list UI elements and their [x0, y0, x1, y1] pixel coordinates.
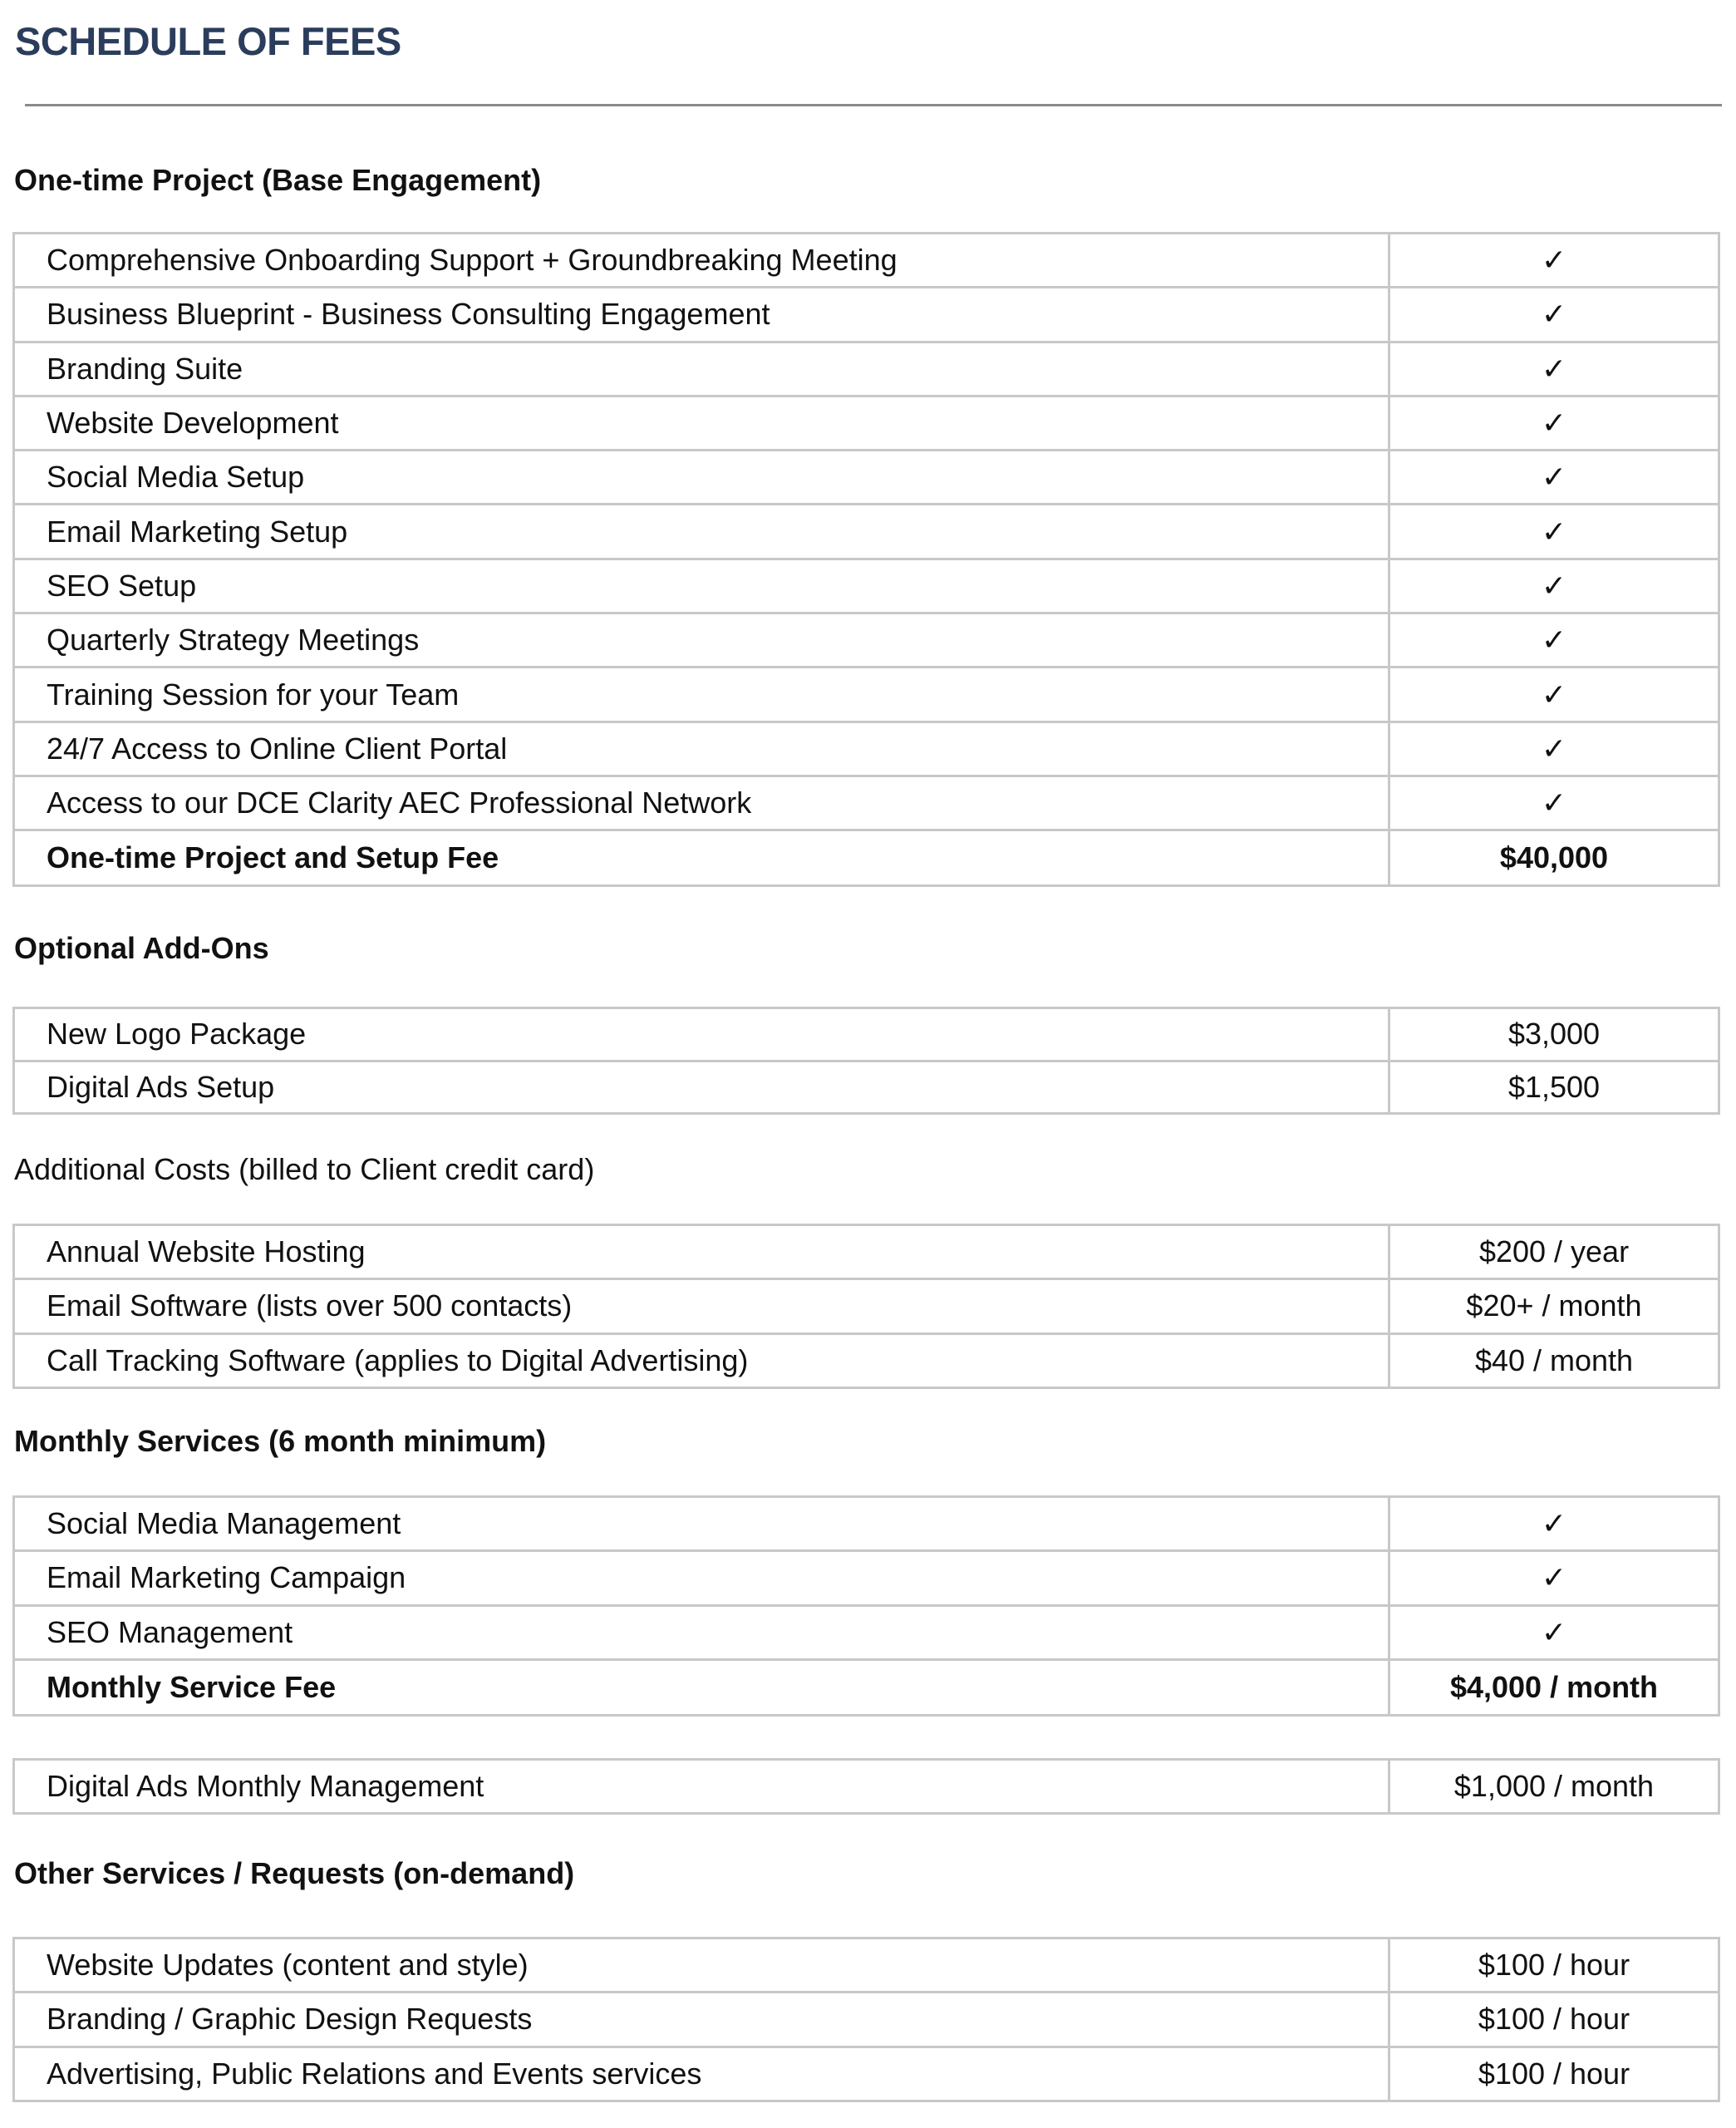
table-row [14, 1938, 1719, 1993]
row-label: Digital Ads Monthly Management [14, 1760, 1389, 1814]
table-row [14, 1225, 1719, 1279]
checkmark-icon: ✓ [1389, 396, 1719, 450]
total-label: Monthly Service Fee [14, 1659, 1389, 1715]
title-divider [25, 104, 1722, 106]
additional-costs-table [12, 1224, 1720, 1389]
table-row [14, 1497, 1719, 1551]
checkmark-icon: ✓ [1389, 667, 1719, 722]
table-row [14, 1551, 1719, 1605]
section-heading-addons: Optional Add-Ons [14, 931, 269, 965]
page-title: SCHEDULE OF FEES [15, 19, 401, 63]
monthly-services-table [12, 1495, 1720, 1717]
table-row-total [14, 1659, 1719, 1715]
table-row [14, 288, 1719, 342]
checkmark-icon: ✓ [1389, 1497, 1719, 1551]
row-label: Training Session for your Team [14, 667, 1389, 722]
row-value: $1,000 / month [1389, 1760, 1719, 1814]
table-row [14, 1333, 1719, 1387]
checkmark-icon: ✓ [1389, 505, 1719, 559]
row-label: Website Development [14, 396, 1389, 450]
checkmark-icon: ✓ [1389, 342, 1719, 396]
row-label: SEO Management [14, 1605, 1389, 1659]
table-row [14, 451, 1719, 505]
table-row [14, 776, 1719, 830]
table-row [14, 2047, 1719, 2101]
section-heading-one-time: One-time Project (Base Engagement) [14, 163, 542, 197]
table-row [14, 722, 1719, 776]
table-row [14, 342, 1719, 396]
row-label: Advertising, Public Relations and Events services [14, 2047, 1389, 2101]
table-row [14, 505, 1719, 559]
table-row [14, 667, 1719, 722]
row-label: Digital Ads Setup [14, 1061, 1389, 1114]
table-row [14, 1993, 1719, 2047]
row-label: Comprehensive Onboarding Support + Groundbreaking Meeting [14, 234, 1389, 288]
total-label: One-time Project and Setup Fee [14, 830, 1389, 886]
row-label: Access to our DCE Clarity AEC Professional Network [14, 776, 1389, 830]
row-label: Email Software (lists over 500 contacts) [14, 1279, 1389, 1333]
row-label: Quarterly Strategy Meetings [14, 613, 1389, 667]
row-value: $1,500 [1389, 1061, 1719, 1114]
table-row [14, 613, 1719, 667]
table-row [14, 1605, 1719, 1659]
row-value: $3,000 [1389, 1008, 1719, 1062]
row-label: Social Media Setup [14, 451, 1389, 505]
checkmark-icon: ✓ [1389, 451, 1719, 505]
row-label: Website Updates (content and style) [14, 1938, 1389, 1993]
row-value: $200 / year [1389, 1225, 1719, 1279]
table-row [14, 1061, 1719, 1114]
row-label: Branding Suite [14, 342, 1389, 396]
table-row-total [14, 830, 1719, 886]
checkmark-icon: ✓ [1389, 613, 1719, 667]
row-label: Business Blueprint - Business Consulting Engagement [14, 288, 1389, 342]
section-heading-additional: Additional Costs (billed to Client credit card) [14, 1152, 595, 1186]
table-row [14, 396, 1719, 450]
other-services-table [12, 1937, 1720, 2102]
checkmark-icon: ✓ [1389, 288, 1719, 342]
checkmark-icon: ✓ [1389, 559, 1719, 613]
row-label: Branding / Graphic Design Requests [14, 1993, 1389, 2047]
one-time-table [12, 232, 1720, 887]
checkmark-icon: ✓ [1389, 1551, 1719, 1605]
table-row [14, 1760, 1719, 1814]
row-label: New Logo Package [14, 1008, 1389, 1062]
row-value: $20+ / month [1389, 1279, 1719, 1333]
checkmark-icon: ✓ [1389, 1605, 1719, 1659]
row-label: Social Media Management [14, 1497, 1389, 1551]
section-heading-other: Other Services / Requests (on-demand) [14, 1856, 575, 1890]
table-row [14, 1008, 1719, 1062]
row-label: 24/7 Access to Online Client Portal [14, 722, 1389, 776]
table-row [14, 1279, 1719, 1333]
checkmark-icon: ✓ [1389, 234, 1719, 288]
row-label: Annual Website Hosting [14, 1225, 1389, 1279]
digital-ads-management-table [12, 1758, 1720, 1815]
row-value: $100 / hour [1389, 2047, 1719, 2101]
row-value: $40 / month [1389, 1333, 1719, 1387]
row-label: SEO Setup [14, 559, 1389, 613]
row-value: $100 / hour [1389, 1993, 1719, 2047]
row-label: Email Marketing Campaign [14, 1551, 1389, 1605]
checkmark-icon: ✓ [1389, 722, 1719, 776]
row-value: $100 / hour [1389, 1938, 1719, 1993]
row-label: Email Marketing Setup [14, 505, 1389, 559]
checkmark-icon: ✓ [1389, 776, 1719, 830]
section-heading-monthly: Monthly Services (6 month minimum) [14, 1424, 547, 1458]
total-value: $40,000 [1389, 830, 1719, 886]
table-row [14, 234, 1719, 288]
table-row [14, 559, 1719, 613]
addons-table [12, 1007, 1720, 1115]
row-label: Call Tracking Software (applies to Digital Advertising) [14, 1333, 1389, 1387]
total-value: $4,000 / month [1389, 1659, 1719, 1715]
